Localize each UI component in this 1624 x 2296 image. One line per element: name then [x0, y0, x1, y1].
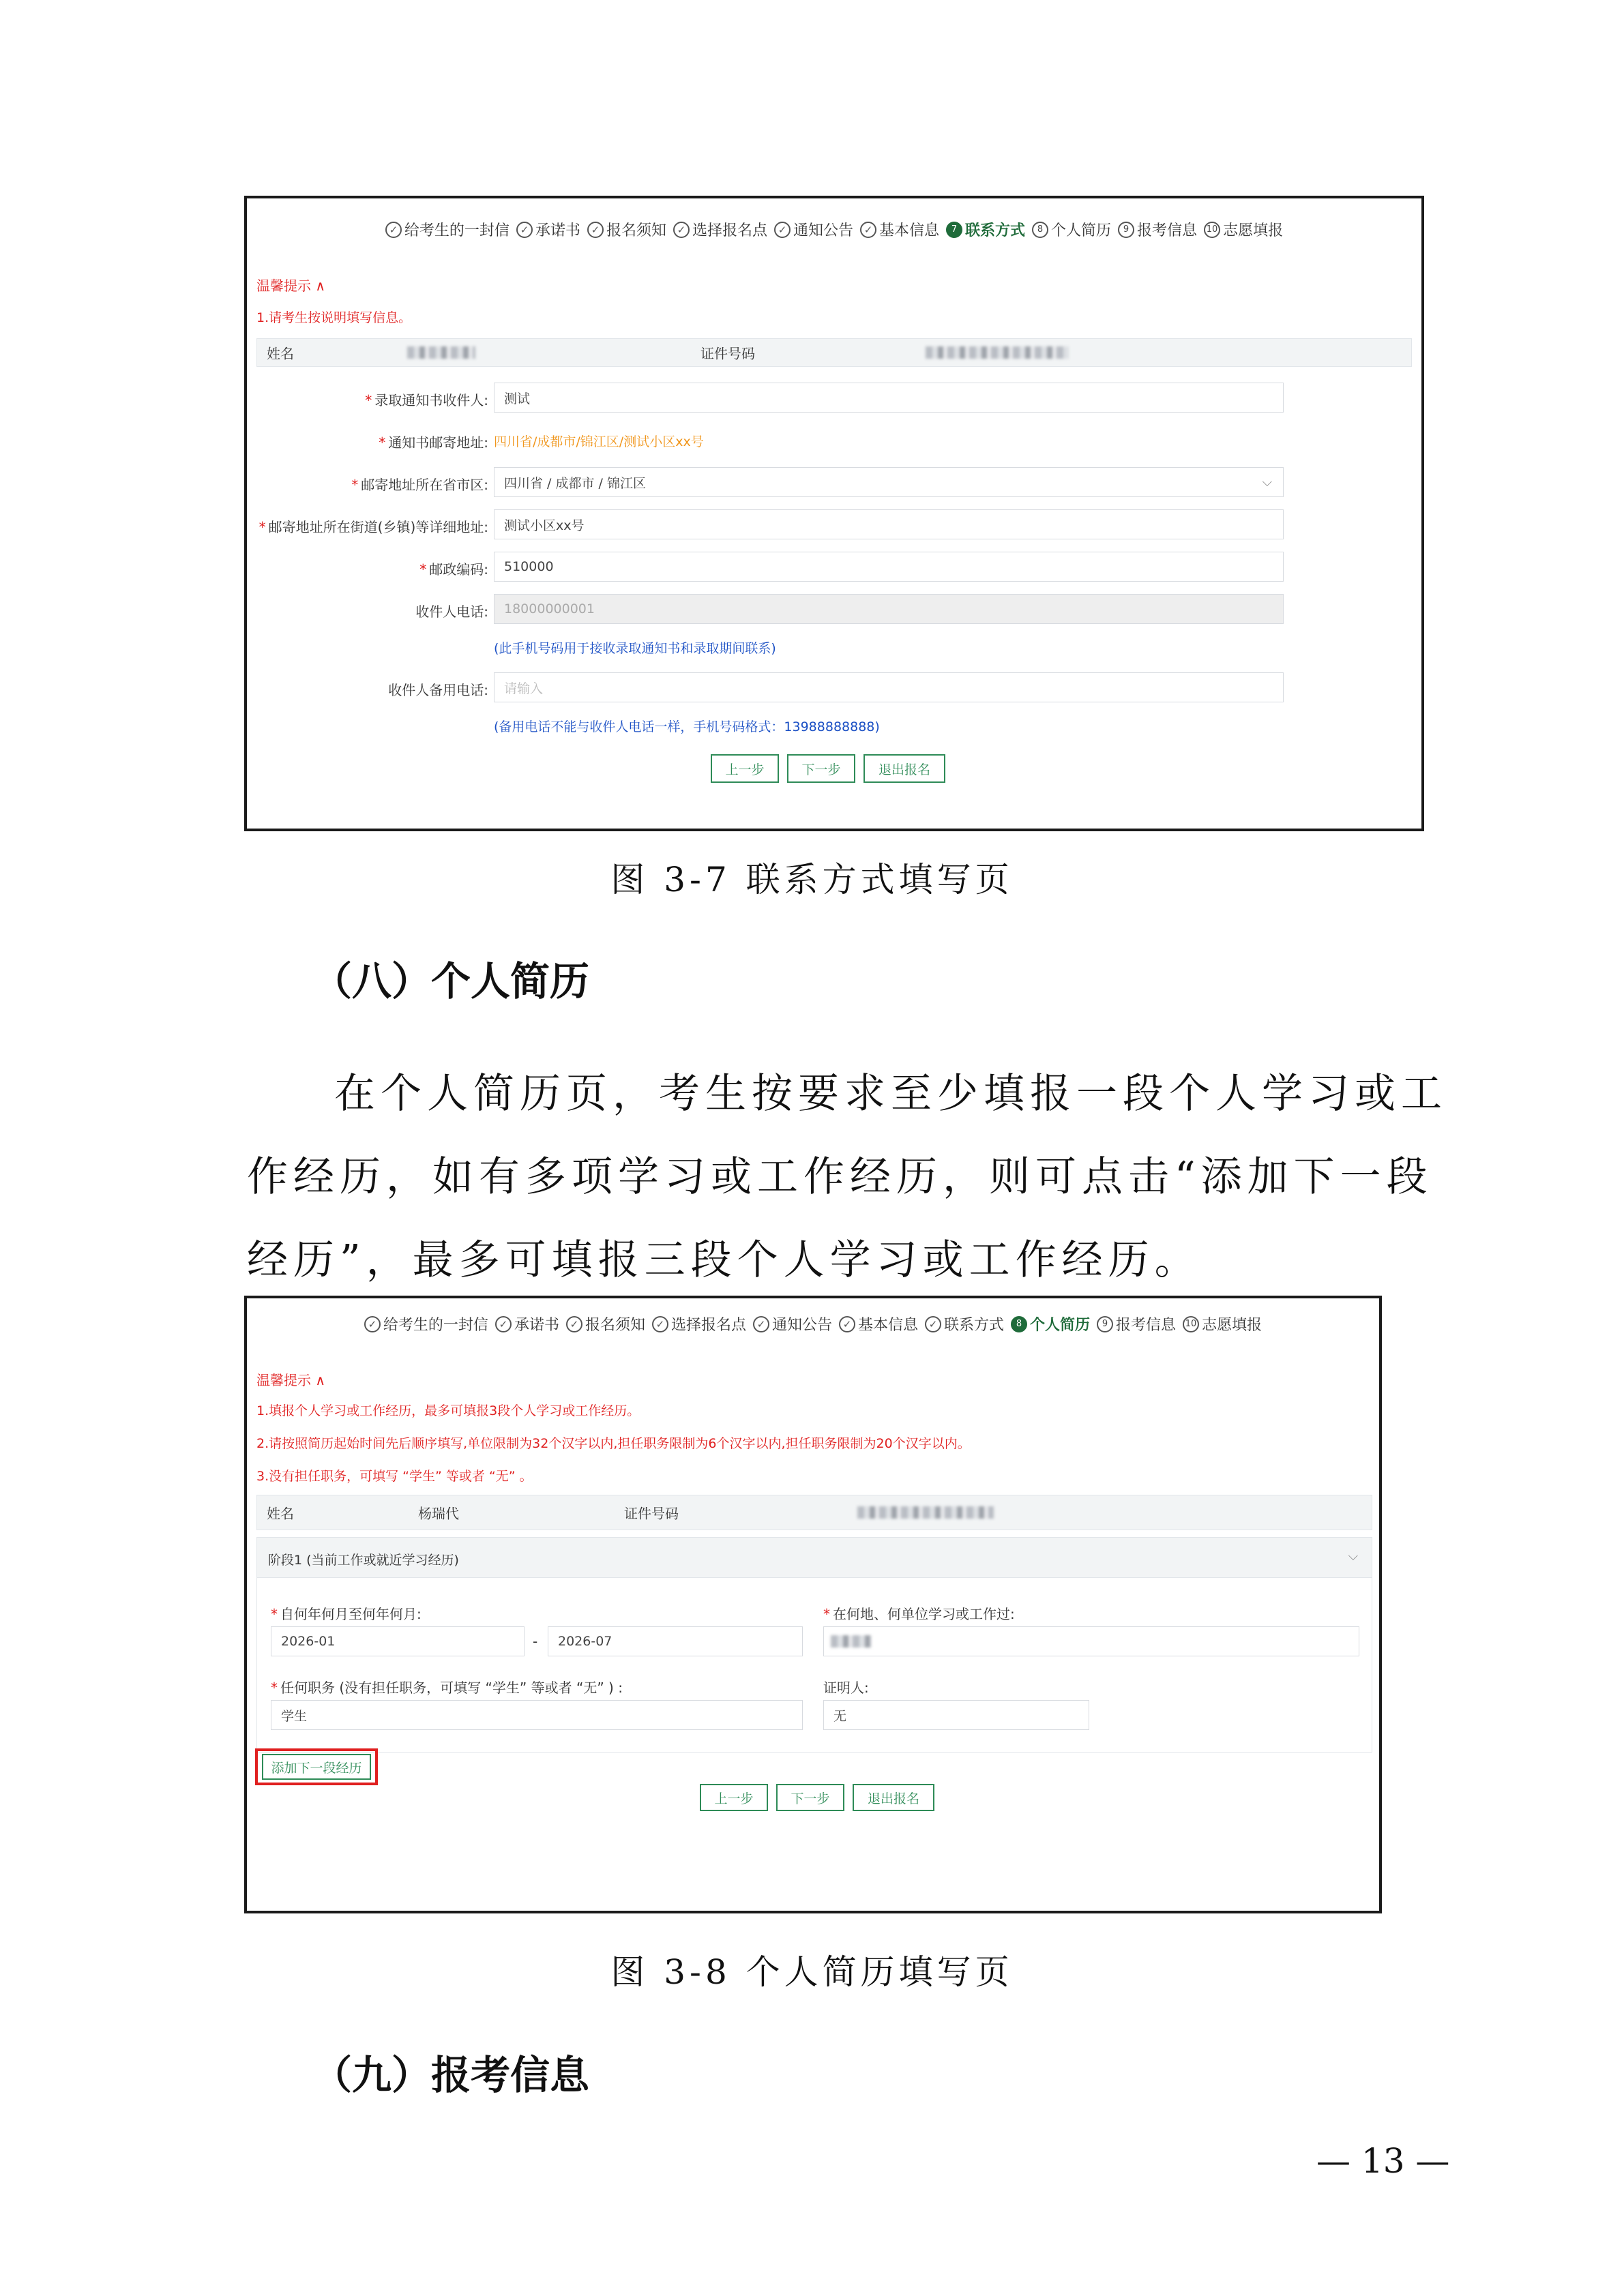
step-label: 选择报名点	[670, 1317, 746, 1334]
check-circle-icon: ✓	[364, 1316, 381, 1332]
name-label: 姓名	[267, 1505, 294, 1522]
backup-phone-label: 收件人备用电话:	[388, 682, 488, 698]
resume-section-1	[256, 1537, 1372, 1753]
step-label: 通知公告	[793, 222, 853, 239]
step-label: 报考信息	[1116, 1317, 1177, 1334]
step-announcement[interactable]	[774, 219, 853, 240]
chevron-down-icon: ⌵	[1262, 475, 1272, 490]
step-letter[interactable]	[364, 1313, 488, 1335]
region-label: * 邮寄地址所在省市区:	[351, 477, 488, 493]
step-number-icon: 10	[1204, 222, 1220, 238]
phone-label: 收件人电话:	[415, 603, 488, 620]
step-number-icon: 9	[1118, 222, 1134, 238]
phone-input: 18000000001	[494, 594, 1284, 624]
page-number: — 13 —	[1316, 2141, 1450, 2181]
name-label: 姓名	[267, 345, 294, 362]
recipient-label: * 录取通知书收件人:	[365, 392, 488, 408]
check-circle-icon: ✓	[587, 222, 604, 238]
step-preferences[interactable]	[1183, 1313, 1262, 1335]
check-circle-icon: ✓	[652, 1316, 668, 1332]
step-label: 给考生的一封信	[404, 222, 510, 239]
screenshot-resume	[244, 1296, 1382, 1913]
step-preferences[interactable]	[1204, 219, 1283, 240]
step-label: 报名须知	[585, 1317, 645, 1334]
postcode-input[interactable]: 510000	[494, 552, 1284, 582]
step-label: 报考信息	[1137, 222, 1198, 239]
backup-phone-input[interactable]: 请输入	[494, 672, 1284, 702]
add-next-experience-button[interactable]: 添加下一段经历	[262, 1754, 371, 1780]
step-label: 通知公告	[771, 1317, 832, 1334]
end-date-input[interactable]: 2026-07	[548, 1626, 803, 1656]
mail-address-label: * 通知书邮寄地址:	[379, 434, 488, 451]
region-value: 四川省 / 成都市 / 锦江区	[504, 475, 646, 491]
screenshot-contact-info	[244, 196, 1424, 831]
step-contact[interactable]	[946, 219, 1025, 240]
step-announcement[interactable]	[753, 1313, 832, 1335]
masked-id	[926, 346, 1069, 359]
chevron-down-icon: ⌵	[1348, 1549, 1358, 1564]
exit-button[interactable]: 退出报名	[863, 754, 945, 783]
step-letter[interactable]	[385, 219, 510, 240]
hint-toggle[interactable]: 温馨提示 ∧	[256, 1372, 325, 1388]
masked-name	[407, 346, 475, 359]
figure-caption: 图 3-7 联系方式填写页	[610, 860, 1014, 899]
name-id-bar	[256, 338, 1412, 367]
id-label: 证件号码	[624, 1505, 679, 1522]
section-heading: （九）报考信息	[312, 2052, 590, 2098]
check-circle-icon: ✓	[495, 1316, 512, 1332]
section-title: 阶段1 (当前工作或就近学习经历)	[268, 1553, 459, 1568]
paragraph-line: 作经历，如有多项学习或工作经历，则可点击“添加下一段	[247, 1153, 1433, 1201]
position-input[interactable]: 学生	[271, 1700, 803, 1730]
step-contact[interactable]	[925, 1313, 1004, 1335]
step-number-icon: 8	[1011, 1316, 1027, 1332]
recipient-input[interactable]: 测试	[494, 383, 1284, 413]
step-label: 志愿填报	[1223, 222, 1284, 239]
step-application[interactable]	[1097, 1313, 1176, 1335]
id-label: 证件号码	[700, 345, 755, 362]
step-label: 联系方式	[965, 222, 1026, 239]
step-number-icon: 7	[946, 222, 962, 238]
witness-label: 证明人:	[823, 1680, 869, 1696]
step-label: 选择报名点	[692, 222, 767, 239]
step-basic-info[interactable]	[839, 1313, 918, 1335]
check-circle-icon: ✓	[385, 222, 402, 238]
detail-label: * 邮寄地址所在街道(乡镇)等详细地址:	[259, 519, 488, 535]
step-pledge[interactable]	[495, 1313, 559, 1335]
hint-text: 1.请考生按说明填写信息。	[256, 310, 412, 325]
name-id-bar	[256, 1495, 1372, 1530]
postcode-label: * 邮政编码:	[419, 561, 488, 578]
phone-note: (此手机号码用于接收录取通知书和录取期间联系)	[494, 641, 776, 656]
step-progress-bar	[247, 1313, 1379, 1335]
masked-id	[857, 1506, 994, 1519]
check-circle-icon: ✓	[839, 1316, 855, 1332]
step-number-icon: 9	[1097, 1316, 1113, 1332]
step-notice[interactable]	[587, 219, 666, 240]
step-label: 个人简历	[1051, 222, 1112, 239]
masked-place	[831, 1635, 872, 1648]
prev-button[interactable]: 上一步	[700, 1784, 768, 1811]
step-label: 联系方式	[944, 1317, 1005, 1334]
backup-phone-note: (备用电话不能与收件人电话一样，手机号码格式：13988888888)	[494, 719, 880, 734]
date-separator: -	[533, 1633, 538, 1650]
paragraph-line: 在个人简历页，考生按要求至少填报一段个人学习或工	[334, 1070, 1447, 1118]
check-circle-icon: ✓	[925, 1316, 941, 1332]
witness-input[interactable]: 无	[823, 1700, 1089, 1730]
paragraph-line: 经历”，最多可填报三段个人学习或工作经历。	[247, 1236, 1201, 1284]
step-basic-info[interactable]	[860, 219, 939, 240]
step-site[interactable]	[652, 1313, 746, 1335]
figure-caption: 图 3-8 个人简历填写页	[610, 1952, 1014, 1992]
step-progress-bar	[247, 219, 1421, 240]
step-label: 承诺书	[535, 222, 580, 239]
step-label: 志愿填报	[1202, 1317, 1263, 1334]
step-label: 个人简历	[1030, 1317, 1091, 1334]
exit-button[interactable]: 退出报名	[853, 1784, 934, 1811]
place-input[interactable]	[823, 1626, 1359, 1656]
name-value: 杨瑞代	[418, 1505, 459, 1522]
check-circle-icon: ✓	[673, 222, 690, 238]
start-date-input[interactable]: 2026-01	[271, 1626, 525, 1656]
step-pledge[interactable]	[516, 219, 580, 240]
step-label: 给考生的一封信	[383, 1317, 488, 1334]
section-heading: （八）个人简历	[312, 958, 590, 1004]
step-resume[interactable]	[1032, 219, 1111, 240]
hint-text: 3.没有担任职务，可填写 “学生” 等或者 “无” 。	[256, 1469, 533, 1484]
check-circle-icon: ✓	[860, 222, 876, 238]
next-button[interactable]: 下一步	[776, 1784, 844, 1811]
check-circle-icon: ✓	[566, 1316, 582, 1332]
region-select[interactable]	[494, 467, 1284, 497]
section-header[interactable]	[257, 1538, 1372, 1578]
place-label: * 在何地、何单位学习或工作过:	[823, 1606, 1015, 1622]
step-label: 基本信息	[858, 1317, 919, 1334]
hint-text: 2.请按照简历起始时间先后顺序填写,单位限制为32个汉字以内,担任职务限制为6个汉字以内,担任职务限制为20个汉字以内。	[256, 1436, 971, 1451]
step-number-icon: 10	[1183, 1316, 1199, 1332]
step-number-icon: 8	[1032, 222, 1048, 238]
step-label: 报名须知	[606, 222, 666, 239]
position-label: * 任何职务 (没有担任职务，可填写 “学生” 等或者 “无” ) :	[271, 1680, 623, 1696]
check-circle-icon: ✓	[753, 1316, 769, 1332]
step-application[interactable]	[1118, 219, 1197, 240]
hint-toggle[interactable]: 温馨提示 ∧	[256, 278, 325, 294]
step-label: 承诺书	[514, 1317, 559, 1334]
step-site[interactable]	[673, 219, 767, 240]
step-label: 基本信息	[879, 222, 940, 239]
period-label: * 自何年何月至何年何月:	[271, 1606, 422, 1622]
check-circle-icon: ✓	[516, 222, 533, 238]
prev-button[interactable]: 上一步	[711, 754, 779, 783]
next-button[interactable]: 下一步	[787, 754, 855, 783]
mail-address-value: 四川省/成都市/锦江区/测试小区xx号	[494, 434, 704, 449]
check-circle-icon: ✓	[774, 222, 791, 238]
hint-text: 1.填报个人学习或工作经历，最多可填报3段个人学习或工作经历。	[256, 1403, 640, 1418]
step-notice[interactable]	[566, 1313, 645, 1335]
detail-input[interactable]: 测试小区xx号	[494, 509, 1284, 539]
step-resume[interactable]	[1011, 1313, 1090, 1335]
